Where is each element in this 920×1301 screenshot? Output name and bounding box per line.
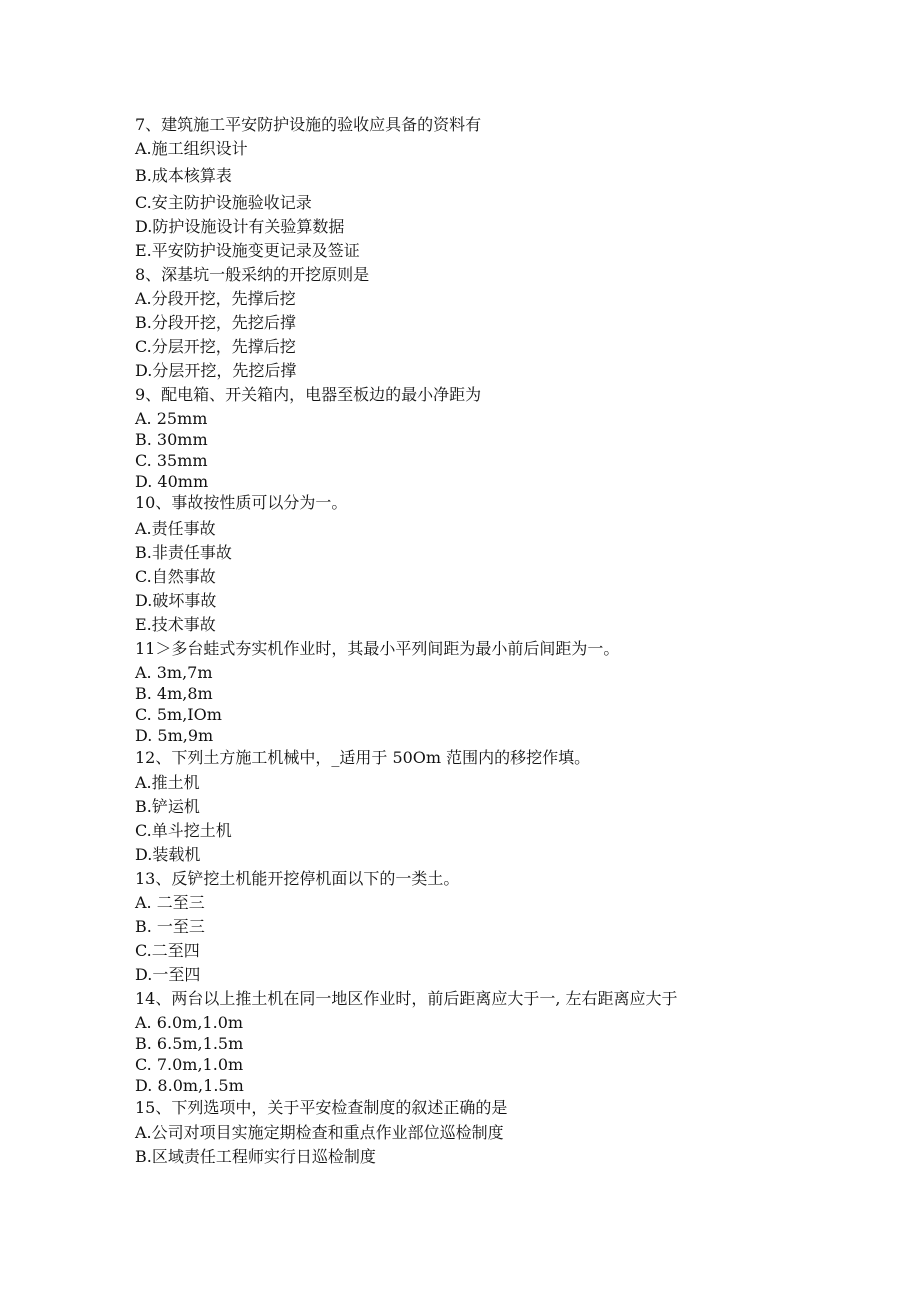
option-11a: A. 3m,7m [135,663,213,682]
option-8a: A.分段开挖，先撑后挖 [135,289,296,308]
option-10e: E.技术事故 [135,615,216,634]
option-14a: A. 6.0m,1.0m [135,1013,244,1032]
option-14d: D. 8.0m,1.5m [135,1076,244,1095]
option-14c: C. 7.0m,1.0m [135,1055,244,1074]
question-7: 7、建筑施工平安防护设施的验收应具备的资料有 [135,115,482,134]
question-11: 11＞多台蛙式夯实机作业时，其最小平列间距为最小前后间距为一。 [135,639,620,658]
question-13: 13、反铲挖土机能开挖停机面以下的一类土。 [135,869,460,888]
option-7a: A.施工组织设计 [135,139,248,158]
option-15a: A.公司对项目实施定期检查和重点作业部位巡检制度 [135,1123,504,1142]
option-10c: C.自然事故 [135,567,216,586]
option-8b: B.分段开挖，先挖后撑 [135,313,296,332]
option-13b: B. 一至三 [135,917,205,936]
option-13d: D.一至四 [135,965,201,984]
option-7c: C.安主防护设施验收记录 [135,193,312,212]
option-8c: C.分层开挖，先撑后挖 [135,337,296,356]
option-9a: A. 25mm [135,409,208,428]
option-10a: A.责任事故 [135,519,216,538]
question-15: 15、下列选项中，关于平安检查制度的叙述正确的是 [135,1098,508,1117]
option-9d: D. 40mm [135,472,209,491]
option-12b: B.铲运机 [135,797,200,816]
option-11d: D. 5m,9m [135,726,214,745]
option-15b: B.区域责任工程师实行日巡检制度 [135,1147,376,1166]
option-14b: B. 6.5m,1.5m [135,1034,244,1053]
option-8d: D.分层开挖，先挖后撑 [135,361,297,380]
option-12c: C.单斗挖土机 [135,821,232,840]
option-13c: C.二至四 [135,941,200,960]
option-10d: D.破坏事故 [135,591,217,610]
option-7d: D.防护设施设计有关验算数据 [135,217,345,236]
option-9c: C. 35mm [135,451,208,470]
question-9: 9、配电箱、开关箱内，电器至板边的最小净距为 [135,385,482,404]
question-10: 10、事故按性质可以分为一。 [135,493,348,512]
option-7b: B.成本核算表 [135,166,232,185]
question-14: 14、两台以上推土机在同一地区作业时，前后距离应大于一, 左右距离应大于 [135,989,678,1008]
option-12d: D.装载机 [135,845,201,864]
option-10b: B.非责任事故 [135,543,232,562]
option-11c: C. 5m,IOm [135,705,222,724]
option-13a: A. 二至三 [135,893,205,912]
option-11b: B. 4m,8m [135,684,213,703]
question-8: 8、深基坑一般采纳的开挖原则是 [135,265,370,284]
option-9b: B. 30mm [135,430,208,449]
option-7e: E.平安防护设施变更记录及签证 [135,241,360,260]
question-12: 12、下列土方施工机械中，_适用于 50Om 范围内的移挖作填。 [135,748,591,767]
option-12a: A.推土机 [135,773,200,792]
